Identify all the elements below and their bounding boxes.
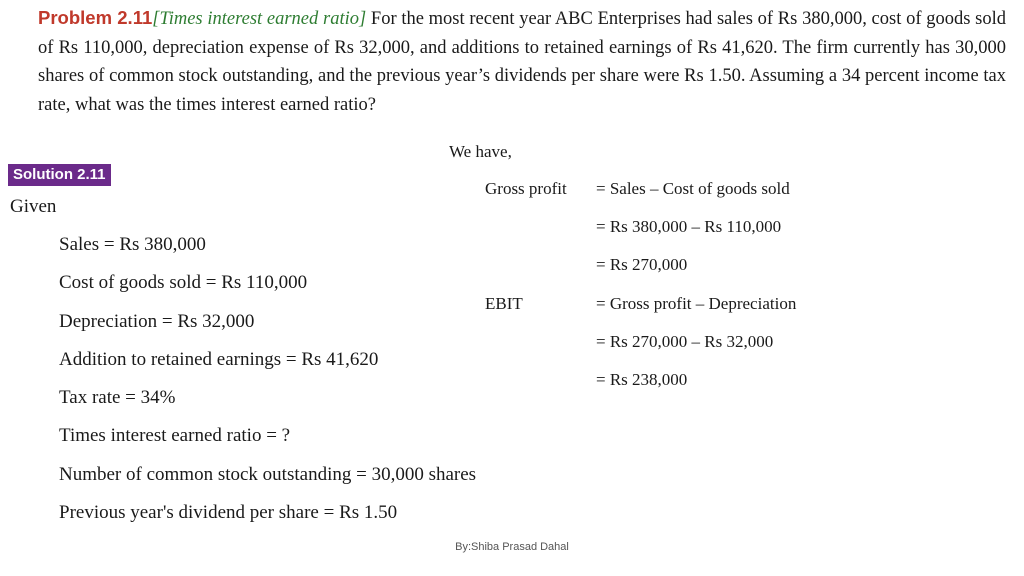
given-item-cogs: Cost of goods sold = Rs 110,000 — [59, 272, 308, 294]
given-item-tax-rate: Tax rate = 34% — [59, 387, 176, 409]
given-item-depreciation: Depreciation = Rs 32,000 — [59, 310, 255, 332]
given-item-tie-ratio: Times interest earned ratio = ? — [59, 425, 291, 447]
author-footer: By:Shiba Prasad Dahal — [455, 541, 569, 553]
problem-topic: [Times interest earned ratio] — [152, 9, 367, 29]
gross-profit-line-2: = Rs 380,000 – Rs 110,000 — [596, 217, 782, 236]
gross-profit-line-3: = Rs 270,000 — [596, 255, 688, 274]
given-list — [59, 230, 476, 536]
problem-label: Problem 2.11 — [38, 7, 153, 28]
given-item-shares: Number of common stock outstanding = 30,000 shares — [59, 463, 477, 485]
solution-badge: Solution 2.11 — [8, 164, 111, 186]
gross-profit-label: Gross profit — [485, 179, 567, 198]
gross-profit-line-1: = Sales – Cost of goods sold — [596, 179, 790, 198]
given-item-sales: Sales = Rs 380,000 — [59, 234, 206, 255]
given-item-retained-earnings: Addition to retained earnings = Rs 41,620 — [59, 348, 379, 370]
problem-statement — [38, 4, 1006, 119]
ebit-line-2: = Rs 270,000 – Rs 32,000 — [596, 332, 774, 351]
ebit-line-1: = Gross profit – Depreciation — [596, 294, 797, 313]
given-heading: Given — [10, 196, 57, 217]
ebit-label: EBIT — [485, 294, 523, 313]
problem-text: For the most recent year ABC Enterprises had sales of Rs 380,000, cost of goods sold of Rs 110,000, depreciation expense of Rs 32,000, and additions to retained earnings of Rs 41,620. The firm currently has 30,000 shares of common stock outstanding, and the previous year’s dividends per share were Rs 1.50. Assuming a 34 percent income tax rate, what was the times interest earned ratio? — [38, 9, 1006, 115]
ebit-line-3: = Rs 238,000 — [596, 370, 688, 389]
we-have-label: We have, — [449, 142, 512, 161]
given-item-dividend: Previous year's dividend per share = Rs 1.50 — [59, 502, 398, 524]
